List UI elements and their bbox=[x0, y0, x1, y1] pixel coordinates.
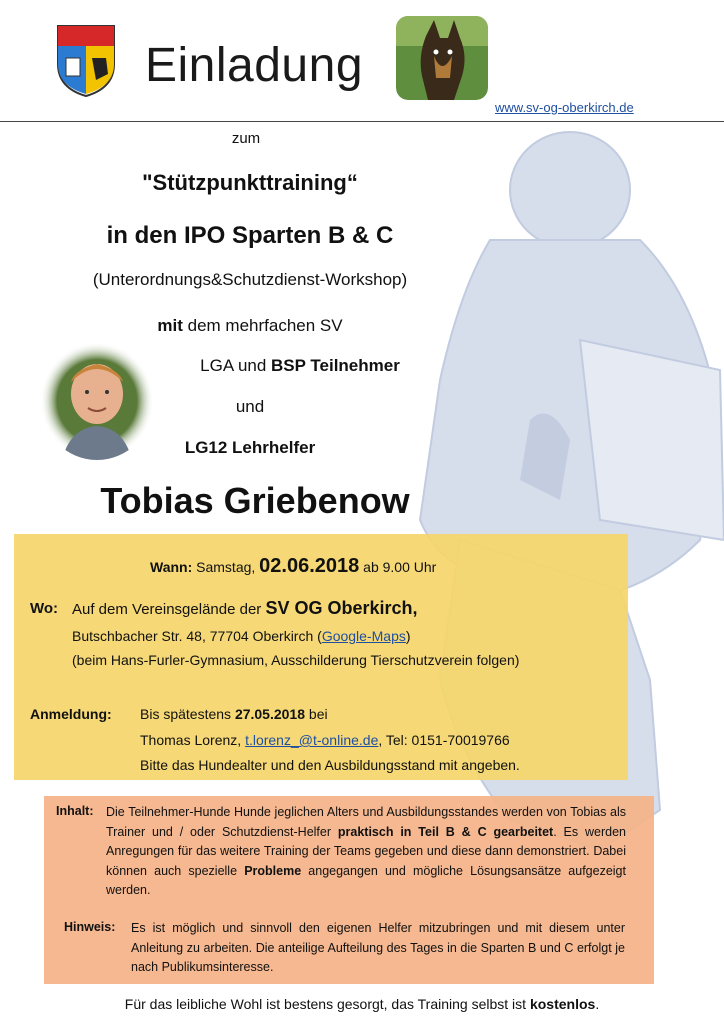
content-text: Die Teilnehmer-Hunde Hunde jeglichen Alters und Ausbildungsstandes werden von Tobias als Trainer und / oder Schutzdienst-Helfer praktisch in Teil B & C gearbeitet. Es werden Anregungen für das weitere Training der Teams gegeben und diese dann demonstriert. Dabei können auch spezielle Probleme angegangen und mögliche Lösungsansätze aufgezeigt werden. bbox=[106, 805, 626, 898]
german-shepherd-photo-icon bbox=[396, 16, 488, 100]
email-link[interactable]: t.lorenz_@t-online.de bbox=[245, 732, 379, 748]
date-line: Wann: Samstag, 02.06.2018 ab 9.00 Uhr bbox=[150, 555, 437, 577]
registration-label: Anmeldung: bbox=[30, 706, 112, 722]
location-label: Wo: bbox=[30, 600, 59, 617]
trainer-portrait-photo bbox=[40, 342, 154, 460]
intro-lehrhelfer: LG12 Lehrhelfer bbox=[184, 438, 316, 457]
coat-of-arms-icon bbox=[56, 24, 116, 98]
location-line-2: Butschbacher Str. 48, 77704 Oberkirch (Google-Maps) bbox=[72, 628, 411, 644]
trainer-name: Tobias Griebenow bbox=[100, 480, 410, 521]
content-label: Inhalt: bbox=[56, 804, 94, 818]
location-line-1: Auf dem Vereinsgelände der SV OG Oberkirch, bbox=[72, 598, 418, 618]
intro-mit-line: mit dem mehrfachen SV bbox=[157, 316, 343, 335]
intro-zum: zum bbox=[231, 130, 261, 147]
event-title: "Stützpunkttraining“ bbox=[142, 170, 358, 195]
intro-lga-line: LGA und BSP Teilnehmer bbox=[200, 356, 400, 375]
event-subtitle: in den IPO Sparten B & C bbox=[106, 222, 394, 249]
footer-note: Für das leibliche Wohl ist bestens gesorgt, das Training selbst ist kostenlos. bbox=[124, 996, 600, 1012]
header-divider bbox=[0, 121, 724, 122]
location-line-3: (beim Hans-Furler-Gymnasium, Ausschilderung Tierschutzverein folgen) bbox=[72, 652, 520, 668]
note-label: Hinweis: bbox=[64, 920, 116, 934]
registration-line-1: Bis spätestens 27.05.2018 bei bbox=[140, 706, 328, 722]
google-maps-link[interactable]: Google-Maps bbox=[321, 628, 406, 644]
website-link[interactable]: www.sv-og-oberkirch.de bbox=[495, 100, 634, 115]
page-title: Einladung bbox=[145, 39, 364, 92]
intro-und: und bbox=[235, 397, 265, 416]
workshop-note: (Unterordnungs&Schutzdienst-Workshop) bbox=[92, 270, 408, 289]
registration-line-3: Bitte das Hundealter und den Ausbildungsstand mit angeben. bbox=[140, 757, 520, 773]
note-text: Es ist möglich und sinnvoll den eigenen Helfer mitzubringen und mit diesem unter Anleitung zu arbeiten. Die anteilige Aufteilung des Tages in die Sparten B und C erfolgt je nach Publikumsinteresse. bbox=[131, 921, 625, 975]
registration-line-2: Thomas Lorenz, t.lorenz_@t-online.de, Tel: 0151-70019766 bbox=[140, 732, 510, 748]
